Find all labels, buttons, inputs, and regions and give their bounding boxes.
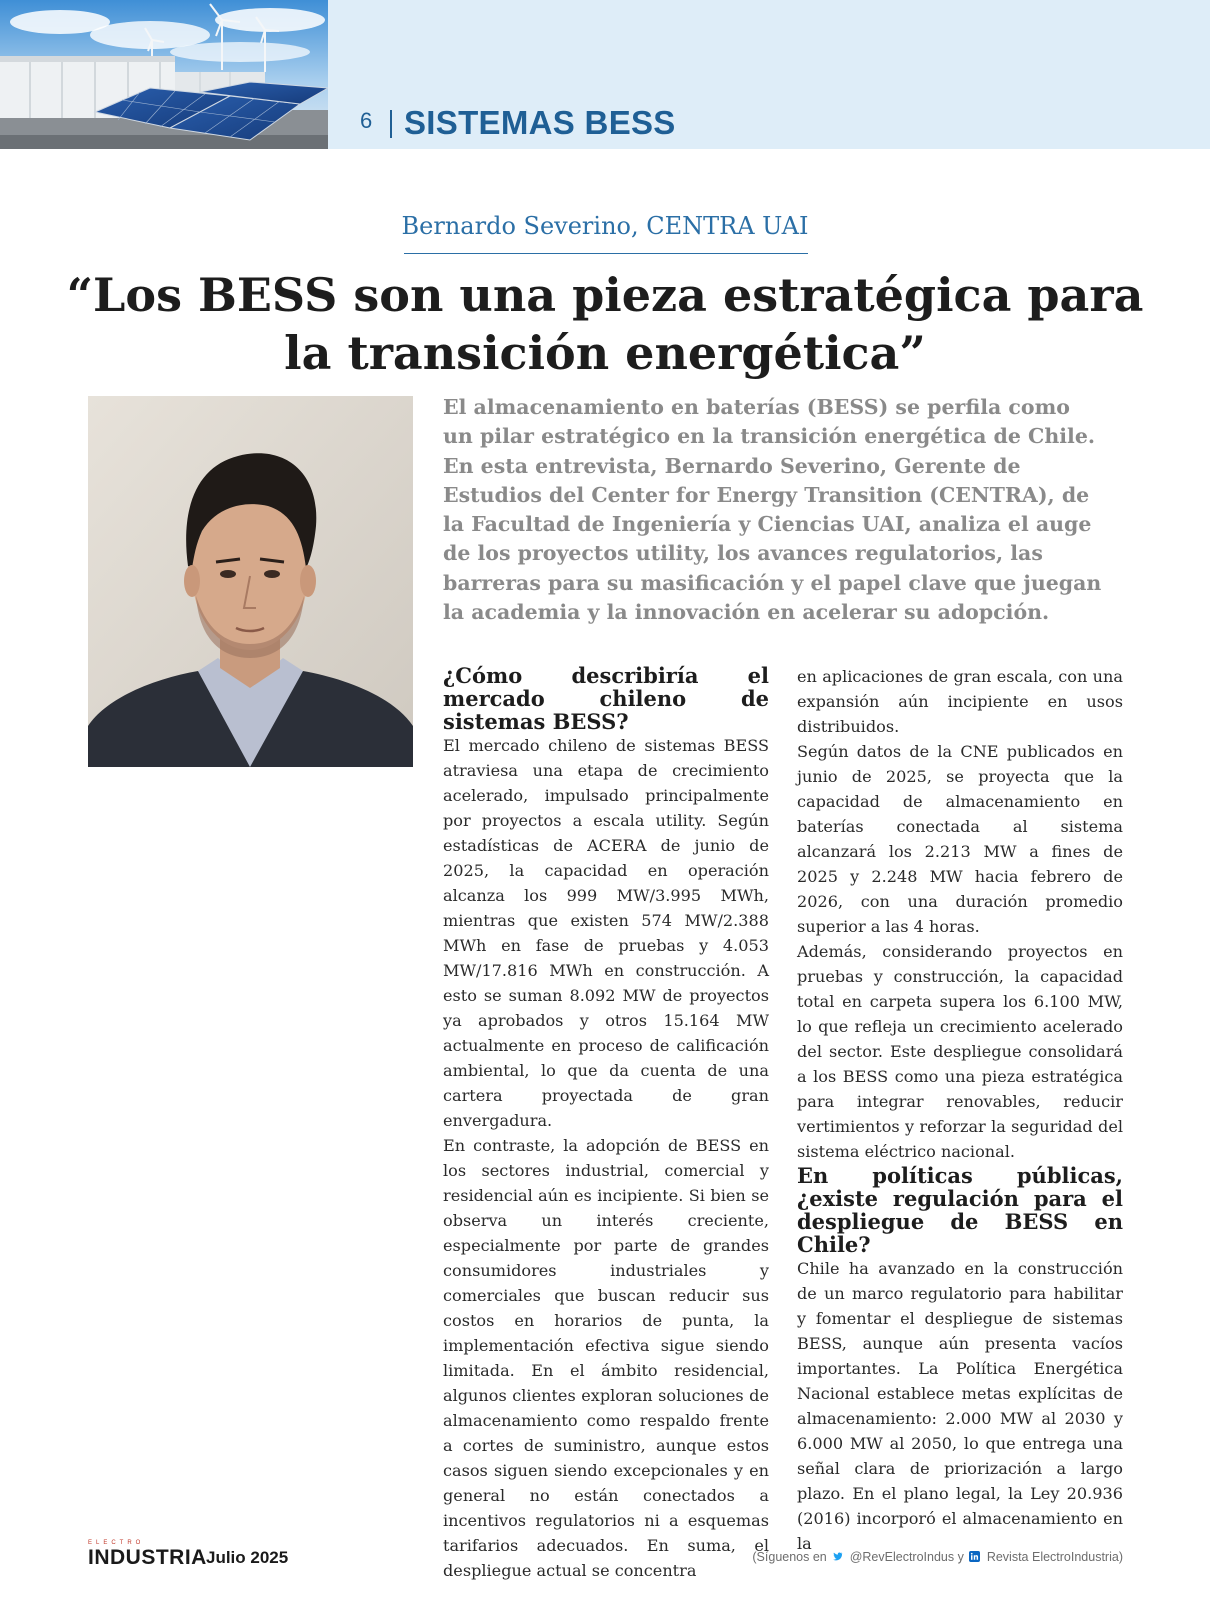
question-heading: ¿Cómo describiría el mercado chileno de sistemas BESS? bbox=[443, 663, 769, 734]
magazine-logo-prefix: ELECTRO bbox=[88, 1540, 145, 1546]
lead-paragraph: El almacenamiento en baterías (BESS) se perfila como un pilar estratégico en la transición energética de Chile. En esta entrevista, Bernardo Severino, Gerente de Estudios del Center for Energy Transition (CENTRA), de la Facultad de Ingeniería y Ciencias UAI, analiza el auge de los proyectos utility, los avances regulatorios, las barreras para su masificación y el papel clave que juegan la academia y la innovación en acelerar su adopción. bbox=[443, 395, 1102, 625]
social-links bbox=[752, 1550, 1123, 1564]
social-prefix: (Síguenos en bbox=[752, 1550, 827, 1564]
article-column-right bbox=[797, 664, 1123, 1556]
body-paragraph: en aplicaciones de gran escala, con una expansión aún incipiente en usos distribuidos. bbox=[797, 667, 1123, 736]
page-footer bbox=[88, 1540, 1123, 1570]
twitter-icon bbox=[832, 1551, 843, 1562]
headline: “Los BESS son una pieza estratégica para la transición energética” bbox=[66, 268, 1144, 380]
page-number: 6 bbox=[360, 108, 373, 133]
linkedin-icon bbox=[969, 1551, 980, 1562]
interviewee-portrait bbox=[88, 396, 413, 767]
body-paragraph: Chile ha avanzado en la construcción de un marco regulatorio para habilitar y fomentar el despliegue de sistemas BESS, aunque aún presenta vacíos importantes. La Política Energética Nacional establece metas explícitas de almacenamiento: 2.000 MW al 2030 y 6.000 MW al 2050, lo que entrega una señal clara de priorización a largo plazo. En el plano legal, la Ley 20.936 (2016) incorporó el almacenamiento en la bbox=[797, 1259, 1123, 1553]
linkedin-link[interactable]: Revista ElectroIndustria) bbox=[986, 1550, 1123, 1564]
body-paragraph: Según datos de la CNE publicados en junio de 2025, se proyecta que la capacidad de almacenamiento en baterías conectada al sistema alcanzará los 2.213 MW a fines de 2025 y 2.248 MW hacia febrero de 2026, con una duración promedio superior a las 4 horas. bbox=[797, 742, 1123, 936]
article-column-left bbox=[443, 664, 769, 1583]
magazine-logo: INDUSTRIA bbox=[88, 1546, 207, 1569]
issue-date: Julio 2025 bbox=[206, 1548, 289, 1567]
body-paragraph: El mercado chileno de sistemas BESS atraviesa una etapa de crecimiento acelerado, impulsado principalmente por proyectos a escala utility. Según estadísticas de ACERA de junio de 2025, la capacidad en operación alcanza los 999 MW/3.995 MWh, mientras que existen 574 MW/2.388 MWh en fase de pruebas y 4.053 MW/17.816 MWh en construcción. A esto se suman 8.092 MW de proyectos ya aprobados y otros 15.164 MW actualmente en proceso de calificación ambiental, lo que da cuenta de una cartera proyectada de gran envergadura. bbox=[443, 736, 769, 1130]
section-divider bbox=[390, 110, 392, 138]
twitter-handle-link[interactable]: @RevElectroIndus bbox=[849, 1550, 955, 1564]
question-heading: En políticas públicas, ¿existe regulación para el despliegue de BESS en Chile? bbox=[797, 1163, 1123, 1257]
body-paragraph: Además, considerando proyectos en pruebas y construcción, la capacidad total en carpeta supera los 6.100 MW, lo que refleja un crecimiento acelerado del sector. Este despliegue consolidará a los BESS como una pieza estratégica para integrar renovables, reducir vertimientos y reforzar la seguridad del sistema eléctrico nacional. bbox=[797, 942, 1123, 1161]
byline-underline bbox=[404, 253, 808, 254]
byline: Bernardo Severino, CENTRA UAI bbox=[401, 212, 809, 240]
connector-text: y bbox=[957, 1550, 964, 1564]
page-header bbox=[0, 0, 1210, 149]
bess-solar-wind-image bbox=[0, 0, 328, 149]
section-title: SISTEMAS BESS bbox=[404, 104, 676, 141]
body-paragraph: En contraste, la adopción de BESS en los sectores industrial, comercial y residencial aún es incipiente. Si bien se observa un interés creciente, especialmente por parte de grandes consumidores industriales y comerciales que buscan reducir sus costos en horarios de punta, la implementación efectiva sigue siendo limitada. En el ámbito residencial, algunos clientes exploran soluciones de almacenamiento como respaldo frente a cortes de suministro, aunque estos casos siguen siendo excepcionales y en general no están conectados a incentivos regulatorios ni a esquemas tarifarios adecuados. En suma, el despliegue actual se concentra bbox=[443, 1136, 769, 1580]
